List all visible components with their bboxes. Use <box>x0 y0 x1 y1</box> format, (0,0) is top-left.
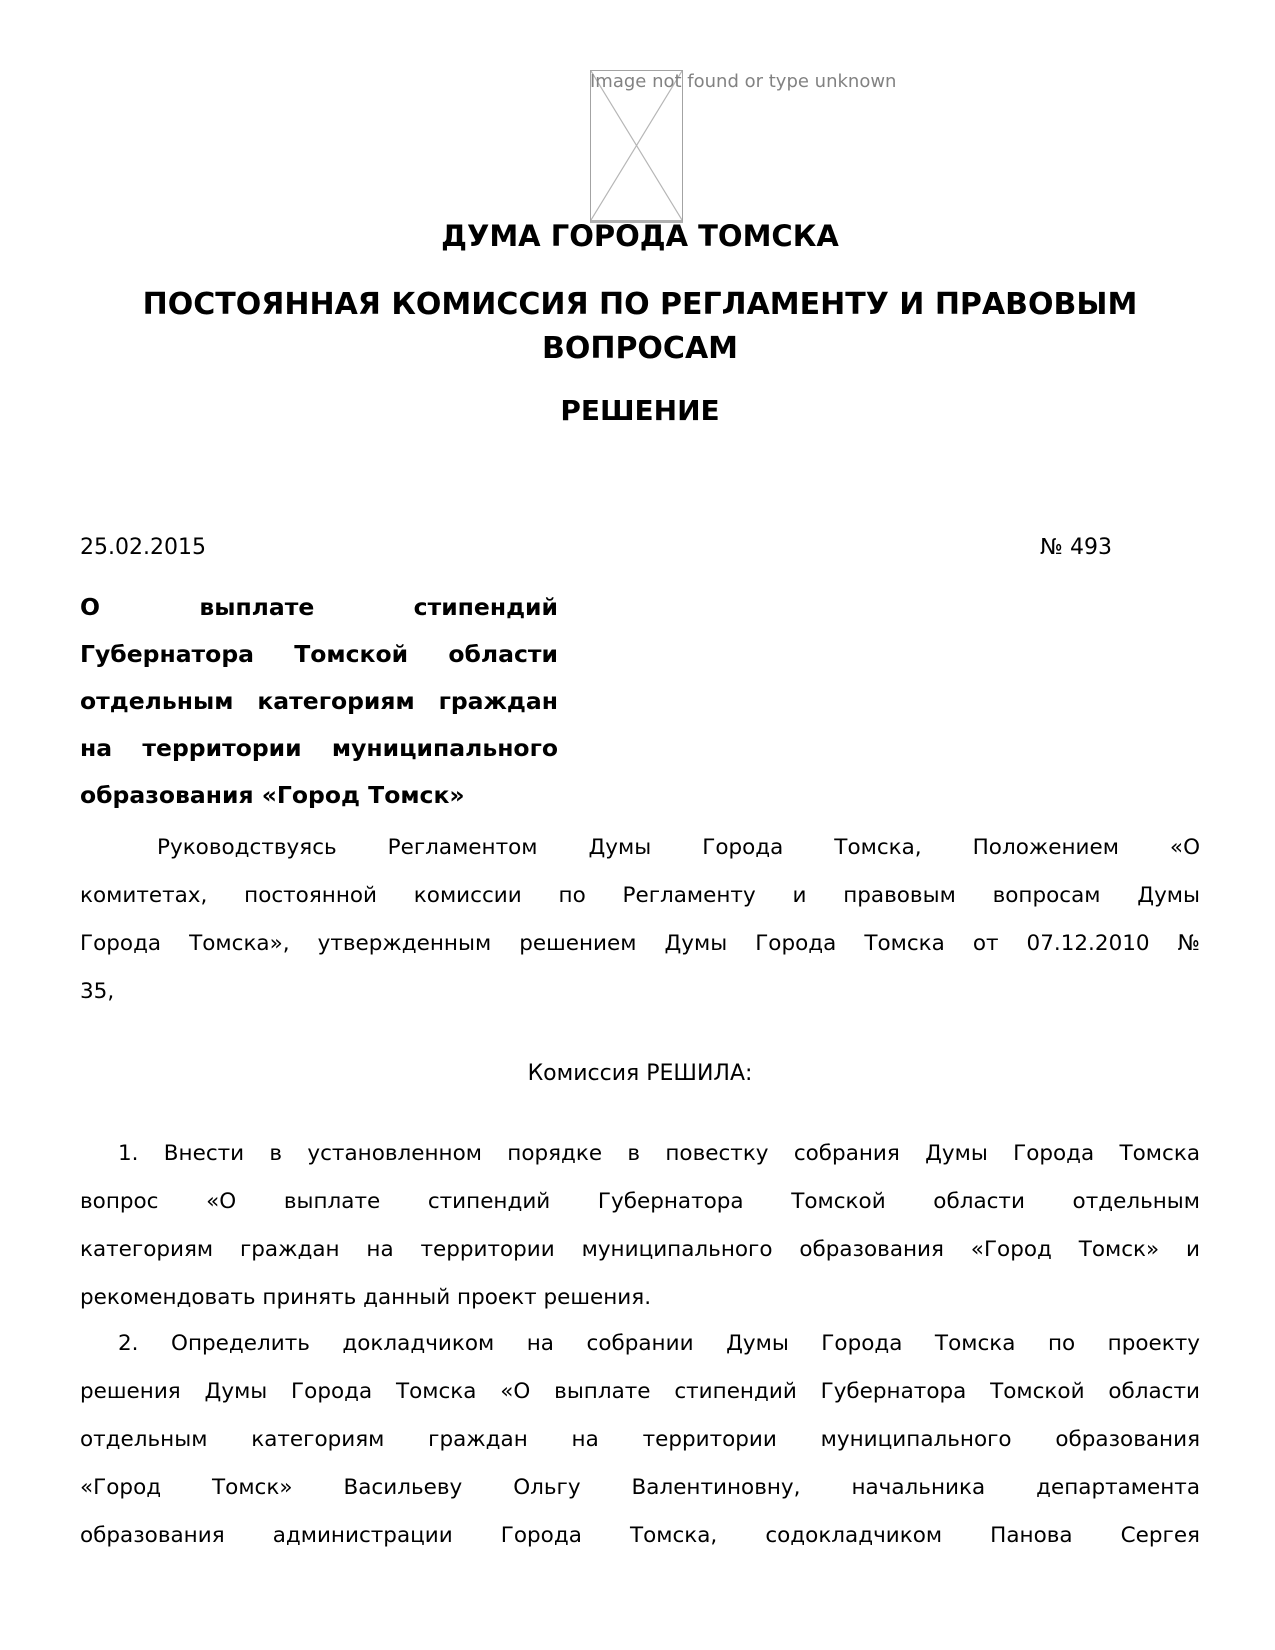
paragraph-line: 1. Внести в установленном порядке в повестку собрания Думы Города Томска <box>118 1141 1200 1166</box>
commission-title <box>80 283 1200 371</box>
document-date: 25.02.2015 <box>80 535 206 560</box>
commission-title-line: ПОСТОЯННАЯ КОМИССИЯ ПО РЕГЛАМЕНТУ И ПРАВОВЫМ <box>142 287 1138 322</box>
subject-line: Губернатора Томской области <box>80 640 558 668</box>
subject-block <box>80 584 558 819</box>
paragraph-line: вопрос «О выплате стипендий Губернатора Томской области отдельным <box>80 1189 1200 1214</box>
resolution-item-1 <box>80 1130 1200 1322</box>
subject-line: О выплате стипендий <box>80 593 558 621</box>
paragraph-line: рекомендовать принять данный проект решения. <box>80 1285 652 1310</box>
paragraph-line: комитетах, постоянной комиссии по Регламенту и правовым вопросам Думы <box>80 883 1200 908</box>
paragraph-line: категориям граждан на территории муниципального образования «Город Томск» и <box>80 1237 1200 1262</box>
commission-title-line: ВОПРОСАМ <box>541 331 739 366</box>
paragraph-line: 35, <box>80 979 115 1004</box>
subject-line: на территории муниципального <box>80 734 558 762</box>
document-type-heading: РЕШЕНИЕ <box>560 394 720 427</box>
subject-line: отдельным категориям граждан <box>80 687 558 715</box>
decision-heading: Комиссия РЕШИЛА: <box>527 1061 753 1086</box>
broken-image-placeholder <box>590 70 897 223</box>
paragraph-line: решения Думы Города Томска «О выплате стипендий Губернатора Томской области <box>80 1379 1200 1404</box>
paragraph-line: Руководствуясь Регламентом Думы Города Томска, Положением «О <box>157 835 1200 860</box>
paragraph-line: «Город Томск» Васильеву Ольгу Валентиновну, начальника департамента <box>80 1475 1200 1500</box>
organization-title: ДУМА ГОРОДА ТОМСКА <box>441 219 839 253</box>
preamble-paragraph <box>80 824 1200 1016</box>
document-number: № 493 <box>1040 535 1112 560</box>
paragraph-line: образования администрации Города Томска, содокладчиком Панова Сергея <box>80 1523 1200 1548</box>
subject-line: образования «Город Томск» <box>80 781 465 809</box>
paragraph-line: Города Томска», утвержденным решением Думы Города Томска от 07.12.2010 № <box>80 931 1200 956</box>
paragraph-line: отдельным категориям граждан на территории муниципального образования <box>80 1427 1200 1452</box>
resolution-item-2 <box>80 1320 1200 1560</box>
broken-image-alt-text: Image not found or type unknown <box>590 71 897 92</box>
document-meta-row <box>80 533 1200 563</box>
broken-image-icon <box>591 71 682 220</box>
paragraph-line: 2. Определить докладчиком на собрании Думы Города Томска по проекту <box>118 1331 1200 1356</box>
